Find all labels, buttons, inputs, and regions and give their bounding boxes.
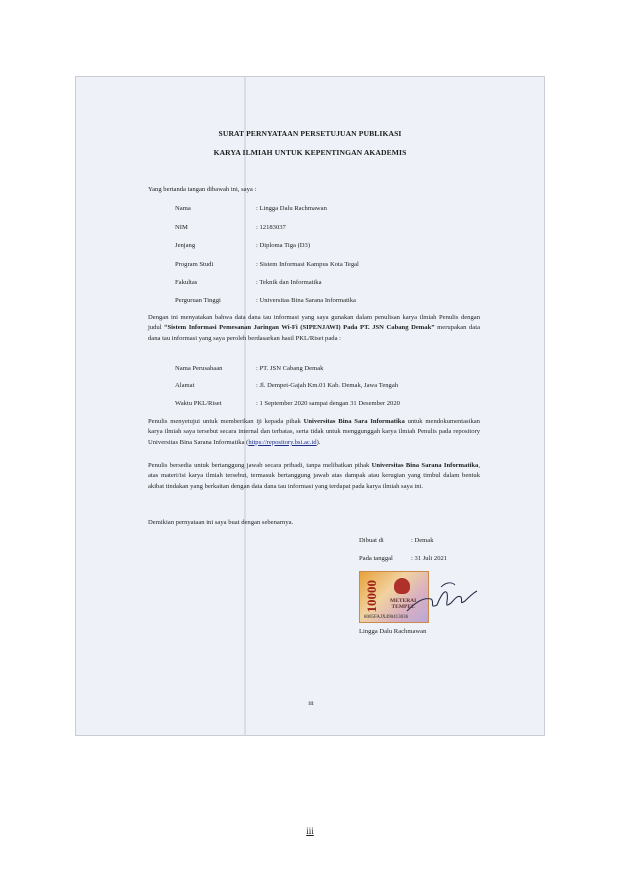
stamp-text: METERAI <box>390 598 417 604</box>
identity-value: : Lingga Dalu Rachmawan <box>256 205 327 212</box>
repository-link[interactable]: https://repository.bsi.ac.id <box>248 438 317 446</box>
identity-label: Program Studi <box>175 261 214 268</box>
place-value: : Demak <box>411 537 434 544</box>
document-title-line1: SURAT PERNYATAAN PERSETUJUAN PUBLIKASI <box>218 129 402 138</box>
identity-label: Nama <box>175 205 191 212</box>
thesis-title: “Sistem Informasi Pemesanan Jaringan Wi-Fi (SIPENJAWI) Pada PT. JSN Cabang Demak” <box>164 324 435 332</box>
identity-label: Fakultas <box>175 279 198 286</box>
page-number: iii <box>306 826 314 836</box>
paragraph-text: Dengan ini menyatakan bahwa data dana tau informasi yang saya gunakan dalam penulisan karya ilmiah Penulis dengan judul <box>148 314 480 332</box>
date-value: : 31 Juli 2021 <box>411 555 448 562</box>
stamp-serial: 8005FAJX490413036 <box>364 615 409 620</box>
identity-label: Jenjang <box>175 242 196 249</box>
paragraph-permission <box>148 417 480 448</box>
paragraph-text: merupakan data dana tau informasi yang saya peroleh berdasarkan hasil PKL/Riset pada : <box>148 324 480 342</box>
stamp-amount: 10000 <box>364 580 379 613</box>
company-label: Nama Perusahaan <box>175 365 223 372</box>
scanned-document <box>75 76 545 736</box>
inner-page-number: iii <box>308 700 314 707</box>
scan-fold-line <box>244 77 246 735</box>
intro-text: Yang bertanda tangan dibawah ini, saya : <box>148 186 257 193</box>
date-label: Pada tanggal <box>359 555 393 562</box>
paragraph-text: , atas materi/isi karya ilmiah tersebut, termasuk bertanggung jawab atas dampak atau kerugian yang timbul dalam bentuk akibat tindakan yang berkaitan dengan data dana tau informasi yang terdapat pada karya ilmiah saya ini. <box>148 462 480 490</box>
identity-label: Perguruan Tinggi <box>175 297 221 304</box>
identity-value: : Sistem Informasi Kampus Kota Tegal <box>256 261 359 268</box>
signer-name: Lingga Dalu Rachmawan <box>359 628 427 635</box>
closing-text: Demikian pernyataan ini saya buat dengan sebenarnya. <box>148 519 294 526</box>
company-value: : 1 September 2020 sampai dengan 31 Desember 2020 <box>256 400 400 407</box>
stamp-text: TEMPEL <box>391 604 415 610</box>
company-label: Alamat <box>175 382 195 389</box>
identity-label: NIM <box>175 224 188 231</box>
paragraph-text: Penulis menyetujui untuk memberikan iji kepada pihak <box>148 418 304 425</box>
document-title-line2: KARYA ILMIAH UNTUK KEPENTINGAN AKADEMIS <box>213 148 407 157</box>
place-label: Dibuat di <box>359 537 384 544</box>
company-label: Waktu PKL/Riset <box>175 400 222 407</box>
paragraph-text: ). <box>316 438 321 446</box>
paragraph-responsibility <box>148 461 480 492</box>
identity-value: : Universitas Bina Sarana Informatika <box>256 297 356 304</box>
paragraph-text: untuk mendokumentasikan karya ilmiah saya tersebut secara internal dan terbatas, serta tidak untuk menggunggah karya ilmiah Penulis pada repository Universitas Bina Sarana Informatika ( <box>148 418 480 446</box>
identity-value: : 12183037 <box>256 224 286 231</box>
handwritten-signature <box>401 575 481 620</box>
identity-value: : Teknik dan Informatika <box>256 279 322 286</box>
company-value: : PT. JSN Cabang Demak <box>256 365 324 372</box>
company-value: : Jl. Dempet-Gajah Km.01 Kab. Demak, Jawa Tengah <box>256 382 399 389</box>
paragraph-data-source <box>148 313 480 344</box>
paragraph-text: Penulis bersedia untuk bertanggung jawab secara pribadi, tanpa melibatkan pihak <box>148 462 372 469</box>
university-name: Universitas Bina Sara Informatika <box>303 418 405 425</box>
university-name: Universitas Bina Sarana Informatika <box>371 462 479 469</box>
identity-value: : Diploma Tiga (D3) <box>256 242 311 249</box>
